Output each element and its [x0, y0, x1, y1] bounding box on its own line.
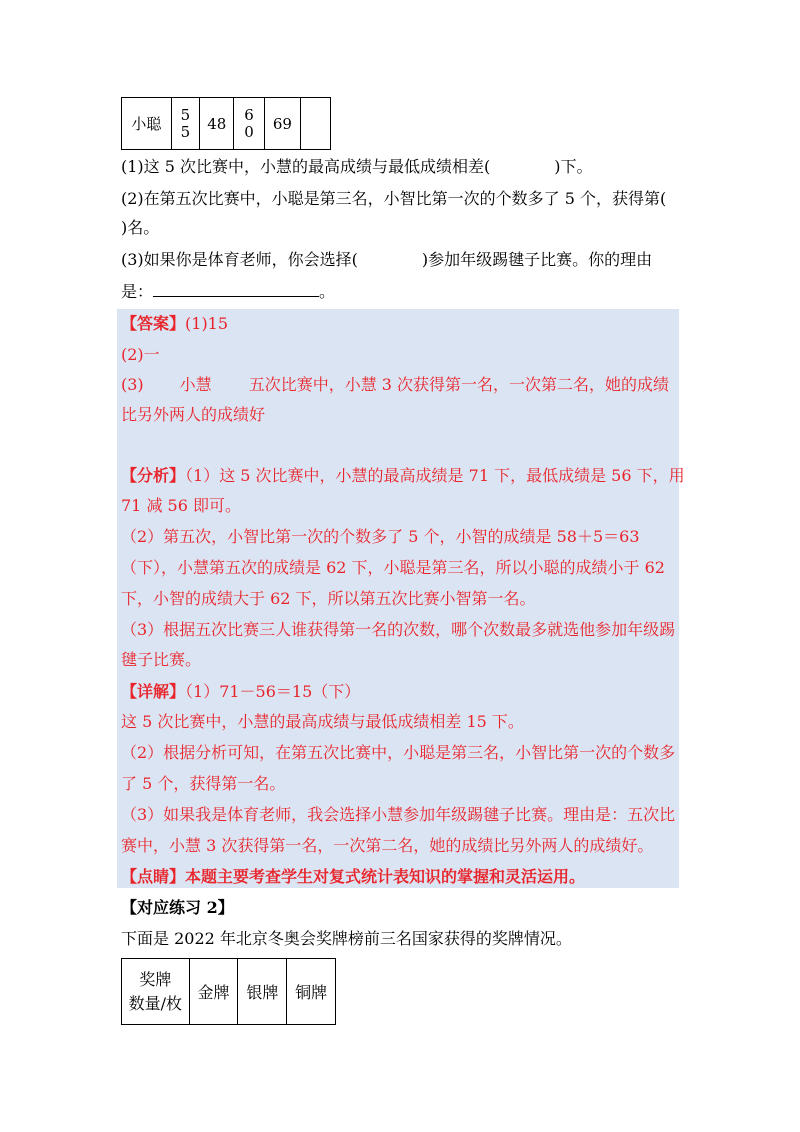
header-line1: 奖牌	[139, 969, 172, 989]
column-bronze: 铜牌	[287, 959, 336, 1025]
answer-3-reason: 五次比赛中，小慧 3 次获得第一名，一次第二名，她的成绩	[248, 375, 670, 394]
table-cell	[234, 98, 264, 150]
table-cell: 69	[264, 98, 300, 150]
detail-text: （1）71－56＝15（下）	[185, 682, 361, 701]
analysis-line-4: （下），小慧第五次的成绩是 62 下，小聪是第三名，所以小聪的成绩小于 62	[121, 558, 665, 577]
question-2-line1: (2)在第五次比赛中，小聪是第三名，小智比第一次的个数多了 5 个，获得第(	[121, 189, 667, 208]
column-silver: 银牌	[238, 959, 287, 1025]
detail-tag: 【详解】	[121, 682, 186, 701]
analysis-line-2: 71 减 56 即可。	[121, 496, 241, 515]
answer-3-line1	[121, 375, 669, 395]
comment-tag: 【点睛】	[121, 867, 186, 886]
analysis-line-7: 毽子比赛。	[121, 650, 202, 669]
question-1: (1)这 5 次比赛中，小慧的最高成绩与最低成绩相差( )下。	[121, 157, 593, 176]
answer-1: (1)15	[185, 314, 229, 333]
detail-line-1	[121, 682, 360, 702]
table-cell: 48	[200, 98, 234, 150]
table-cell	[171, 98, 199, 150]
header-line2: 数量/枚	[128, 993, 183, 1013]
detail-line-6: 赛中，小慧 3 次获得第一名，一次第二名，她的成绩比另外两人的成绩好。	[121, 836, 654, 855]
analysis-line-1	[121, 466, 685, 486]
detail-line-3: （2）根据分析可知，在第五次比赛中，小聪是第三名，小智比第一次的个数多	[121, 743, 676, 762]
answer-3-choice: 小慧	[179, 375, 212, 394]
cell-digit-top: 6	[244, 105, 254, 124]
analysis-line-6: （3）根据五次比赛三人谁获得第一名的次数，哪个次数最多就选他参加年级踢	[121, 620, 676, 639]
answer-2: (2)一	[121, 345, 160, 364]
question-3-line1: (3)如果你是体育老师，你会选择( )参加年级踢毽子比赛。你的理由	[121, 250, 653, 269]
table-cell	[301, 98, 331, 150]
analysis-line-3: （2）第五次，小智比第一次的个数多了 5 个，小智的成绩是 58＋5＝63	[121, 527, 640, 546]
cell-digit-bottom: 5	[180, 122, 191, 141]
table-row	[122, 98, 331, 150]
row-label: 小聪	[122, 98, 172, 150]
comment-line	[121, 867, 585, 887]
answer-tag: 【答案】	[121, 314, 186, 333]
answer-suffix: 。	[319, 282, 336, 301]
answer-3-line2: 比另外两人的成绩好	[121, 405, 266, 424]
analysis-text: （1）这 5 次比赛中，小慧的最高成绩是 71 下，最低成绩是 56 下，用	[185, 466, 685, 485]
score-table	[121, 97, 331, 150]
header-cell	[122, 959, 190, 1025]
analysis-line-5: 下，小智的成绩大于 62 下，所以第五次比赛小智第一名。	[121, 589, 536, 608]
answer-prefix: 是：	[121, 282, 154, 301]
answer-line-1	[121, 314, 228, 334]
practice-intro: 下面是 2022 年北京冬奥会奖牌榜前三名国家获得的奖牌情况。	[121, 929, 572, 948]
table-row	[122, 959, 336, 1025]
medal-table	[121, 958, 336, 1025]
column-gold: 金牌	[189, 959, 238, 1025]
practice-heading: 【对应练习 2】	[121, 898, 234, 917]
question-3-line2	[121, 281, 335, 302]
answer-3-number: (3)	[121, 375, 144, 394]
detail-line-2: 这 5 次比赛中，小慧的最高成绩与最低成绩相差 15 下。	[121, 712, 524, 731]
question-2-line2: )名。	[121, 218, 160, 237]
comment-text: 本题主要考查学生对复式统计表知识的掌握和灵活运用。	[185, 867, 586, 886]
analysis-tag: 【分析】	[121, 466, 186, 485]
detail-line-5: （3）如果我是体育老师，我会选择小慧参加年级踢毽子比赛。理由是：五次比	[121, 805, 676, 824]
cell-digit-top: 5	[180, 105, 191, 124]
answer-blank	[153, 281, 319, 297]
cell-digit-bottom: 0	[244, 122, 254, 141]
detail-line-4: 了 5 个，获得第一名。	[121, 774, 286, 793]
